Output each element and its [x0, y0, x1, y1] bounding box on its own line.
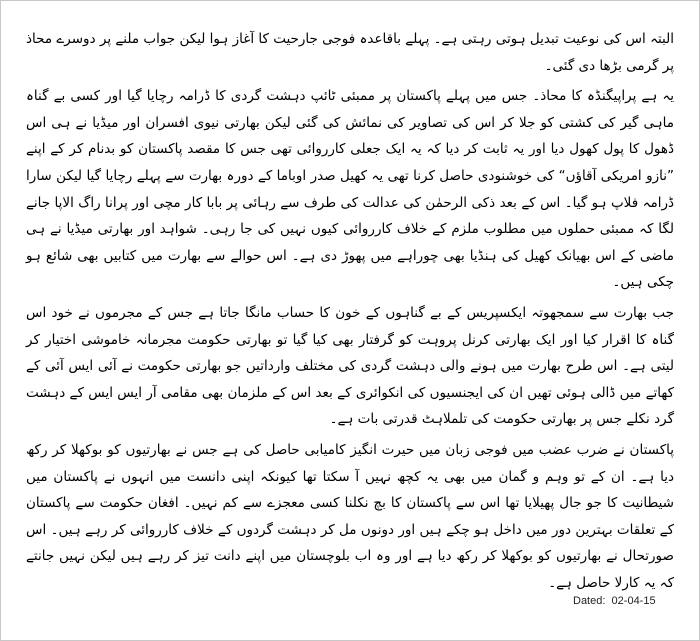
dated-value: 02-04-15 — [611, 595, 656, 607]
article-paragraph: پاکستان نے ضرب عضب میں فوجی زبان میں حیرت انگیز کامیابی حاصل کی ہے جس نے بھارتیوں کو بوکھلا کر رکھ دیا ہے۔ ان کے تو وہم و گمان میں بھی یہ کچھ نہیں آ سکتا تھا کیونکہ اپنی دانست میں انہوں نے پاکستان میں شیطانیت کا جو جال پھیلایا تھا اس سے پاکستان کا بچ نکلنا کسی معجزے سے کم نہیں۔ افغان حکومت سے پاکستان کے تعلقات بہترین دور میں داخل ہو چکے ہیں اور دونوں مل کر دہشت گردوں کے خلاف کارروائی کر رہے ہیں۔ اس صورتحال نے بھارتیوں کو بوکھلا کر رکھ دیا ہے اور وہ اب بلوچستان میں اپنے دانت تیز کر رہے ہیں لیکن نہیں جانتے کہ یہ کارلا حاصل ہے۔ — [26, 441, 674, 591]
article-body — [26, 26, 674, 600]
article-paragraph: یہ ہے پراپیگنڈہ کا محاذ۔ جس میں پہلے پاکستان پر ممبئی ٹائپ دہشت گردی کا ڈرامہ رچایا گیا اور کسی بے گناہ ماہی گیر کی کشتی کو جلا کر اس کی تصاویر کی نمائش کی گئی لیکن بھارتی نیوی افسران اور میڈیا نے ہی اس ڈھول کا پول کھول دیا اور یہ ثابت کر دیا کہ یہ ایک جعلی کارروائی تھی جس کا مقصد پاکستان کو بدنام کر کے اپنے ”نازو امریکی آقاؤں“ کی خوشنودی حاصل کرنا تھی یہ کھیل صدر اوباما کے دورہ بھارت سے پہلے رچایا گیا لیکن سارا ڈرامہ فلاپ ہو گیا۔ اس کے بعد ذکی الرحمٰن کی عدالت کی طرف سے رہائی پر بابا کار مچی اور پرانا راگ الاپا جانے لگا کہ ممبئی حملوں میں مطلوب ملزم کے خلاف کارروائی کیوں نہیں کی جا رہی۔ شواہد اور بھارتی میڈیا نے ہی ماضی کے اس بھیانک کھیل کی ہنڈیا بھی چوراہے میں پھوڑ دی ہے۔ اس حوالے سے بھارت میں کتابیں بھی شائع ہو چکی ہیں۔ — [26, 88, 674, 291]
dated-label: Dated: — [573, 595, 606, 607]
dated-line — [573, 595, 656, 607]
article-paragraph: البتہ اس کی نوعیت تبدیل ہوتی رہتی ہے۔ پہلے باقاعدہ فوجی جارحیت کا آغاز ہوا لیکن جواب ملنے پر دوسرے محاذ پر گرمی بڑھا دی گئی۔ — [26, 31, 674, 74]
article-paragraph: جب بھارت سے سمجھوتہ ایکسپریس کے بے گناہوں کے خون کا حساب مانگا جاتا ہے جس کے مجرموں نے خود اس گناہ کا اقرار کیا اور ایک بھارتی کرنل پروہت کو گرفتار بھی کیا گیا تو بھارتی حکومت مجرمانہ خاموشی اختیار کر لیتی ہے۔ اس طرح بھارت میں ہونے والی دہشت گردی کی مختلف وارداتیں جو بھارتی حکومت نے آئی ایس آئی کے کھاتے میں ڈالی ہوئی تھیں ان کی ایجنسیوں کی انکوائری کے بعد اس کے ملزمان بھی مقامی آر ایس ایس کے دہشت گرد نکلے جس پر بھارتی حکومت کی تلملاہٹ قدرتی بات ہے۔ — [26, 304, 674, 428]
